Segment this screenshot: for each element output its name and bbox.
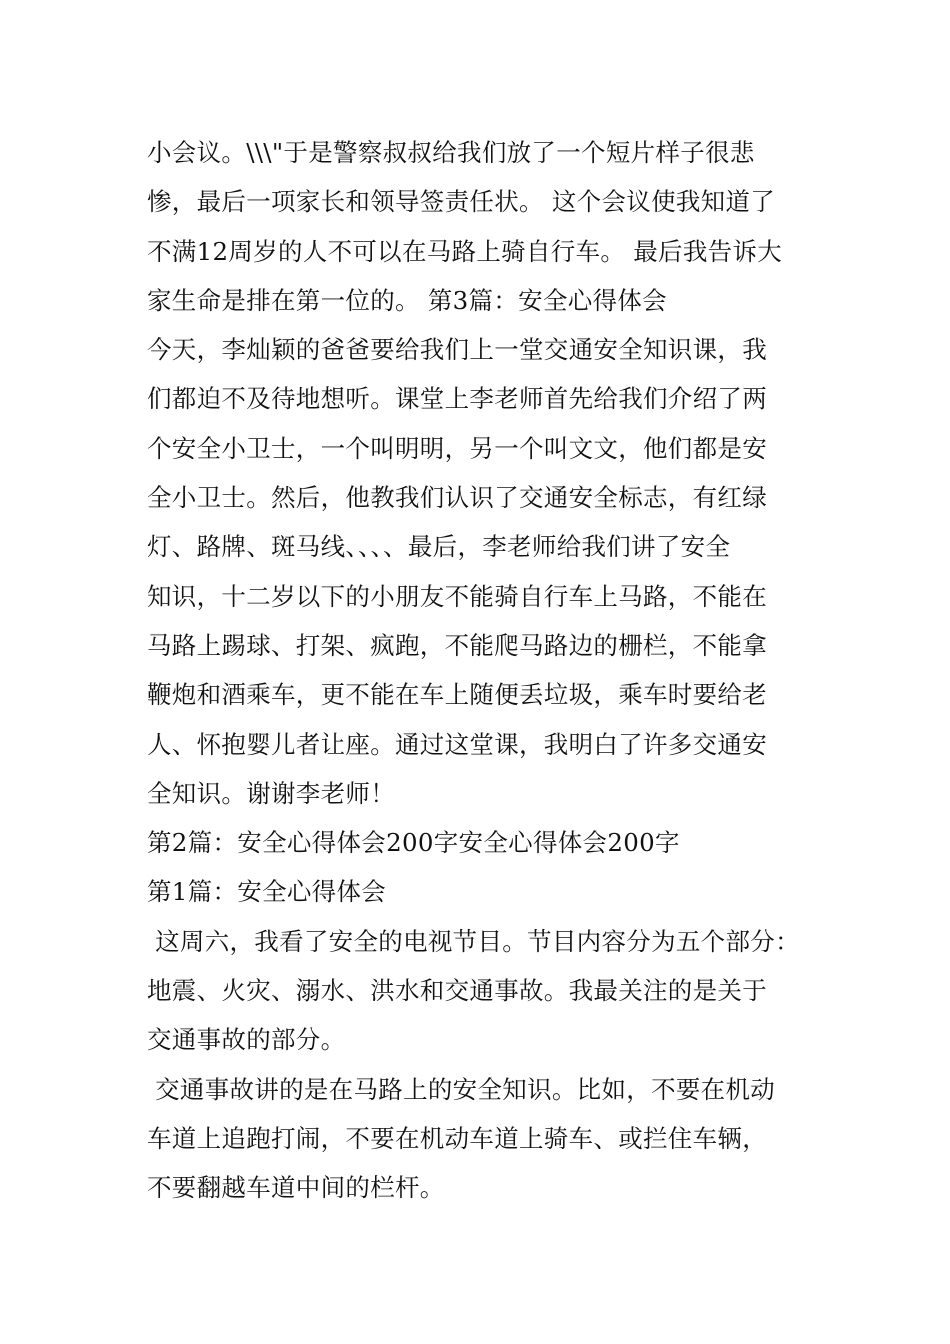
text-line: 交通事故的部分。 [147,1025,346,1055]
text-line: 车道上追跑打闹，不要在机动车道上骑车、或拦住车辆， [147,1123,767,1153]
section-heading: 第1篇：安全心得体会 [147,877,387,907]
text-line: 们都迫不及待地想听。课堂上李老师首先给我们介绍了两 [147,384,767,414]
text-line: 地震、火灾、溺水、洪水和交通事故。我最关注的是关于 [147,976,767,1006]
text-line: 全小卫士。然后，他教我们认识了交通安全标志，有红绿 [147,483,767,513]
text-line: 鞭炮和酒乘车，更不能在车上随便丢垃圾，乘车时要给老 [147,680,767,710]
text-line: 小会议。\\\"于是警察叔叔给我们放了一个短片样子很悲 [147,138,755,167]
text-line: 灯、路牌、斑马线、、、、最后，李老师给我们讲了安全 [147,532,731,562]
text-line: 全知识。谢谢李老师！ [147,778,395,808]
text-line: 家生命是排在第一位的。 第3篇：安全心得体会 [147,285,667,315]
text-line: 知识，十二岁以下的小朋友不能骑自行车上马路，不能在 [147,581,767,611]
text-line: 交通事故讲的是在马路上的安全知识。比如，不要在机动 [147,1074,776,1104]
text-line: 今天，李灿颖的爸爸要给我们上一堂交通安全知识课，我 [147,335,767,365]
text-line: 马路上踢球、打架、疯跑，不能爬马路边的栅栏，不能拿 [147,630,767,660]
text-line: 不满12周岁的人不可以在马路上骑自行车。 最后我告诉大 [147,236,783,266]
section-heading: 第2篇：安全心得体会200字安全心得体会200字 [147,828,680,858]
document-body [147,128,827,1213]
text-line: 人、怀抱婴儿者让座。通过这堂课，我明白了许多交通安 [147,729,767,759]
text-line: 惨，最后一项家长和领导签责任状。 这个会议使我知道了 [147,187,776,217]
text-line: 这周六，我看了安全的电视节目。节目内容分为五个部分： [147,926,800,956]
text-line: 不要翻越车道中间的栏杆。 [147,1173,445,1203]
text-line: 个安全小卫士，一个叫明明，另一个叫文文，他们都是安 [147,433,767,463]
